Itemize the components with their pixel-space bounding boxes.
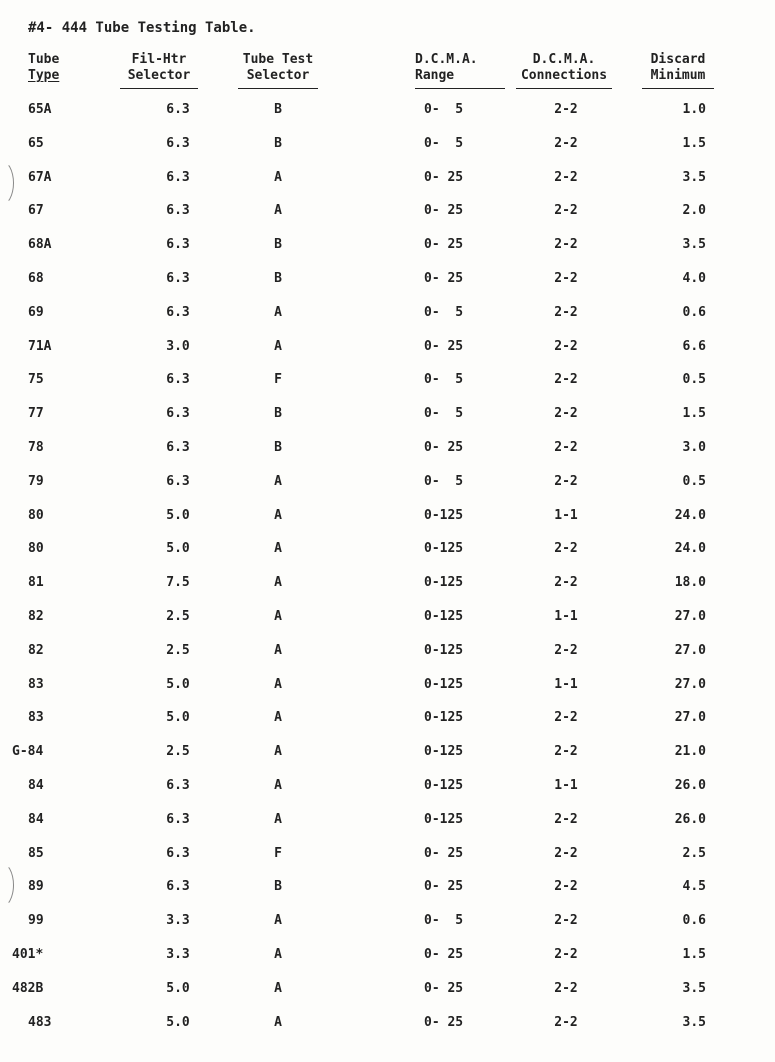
dcma-range-cell: 0- 5 <box>424 913 464 929</box>
table-row <box>0 571 775 605</box>
tube-test-selector-cell: A <box>274 338 282 354</box>
tube-test-selector-cell: A <box>274 744 282 760</box>
fil-htr-selector-cell: 6.3 <box>166 169 190 185</box>
header-tube-test-selector <box>238 52 318 89</box>
tube-type-cell: 84 <box>28 777 44 793</box>
dcma-connections-cell: 2-2 <box>554 575 578 591</box>
dcma-connections-cell: 2-2 <box>554 946 578 962</box>
dcma-connections-cell: 2-2 <box>554 744 578 760</box>
table-row <box>0 132 775 166</box>
dcma-connections-cell: 2-2 <box>554 913 578 929</box>
fil-htr-selector-cell: 6.3 <box>166 473 190 489</box>
discard-minimum-cell: 1.5 <box>682 406 706 422</box>
discard-minimum-cell: 4.0 <box>682 270 706 286</box>
table-row <box>0 639 775 673</box>
table-row <box>0 504 775 538</box>
tube-test-selector-cell: A <box>274 507 282 523</box>
header-line1: Fil-Htr <box>131 52 187 67</box>
discard-minimum-cell: 3.0 <box>682 439 706 455</box>
fil-htr-selector-cell: 3.0 <box>166 338 190 354</box>
dcma-connections-cell: 2-2 <box>554 169 578 185</box>
discard-minimum-cell: 3.5 <box>682 169 706 185</box>
dcma-connections-cell: 2-2 <box>554 135 578 151</box>
header-line2: Minimum <box>650 68 706 83</box>
tube-test-selector-cell: A <box>274 1014 282 1030</box>
fil-htr-selector-cell: 2.5 <box>166 642 190 658</box>
fil-htr-selector-cell: 5.0 <box>166 1014 190 1030</box>
discard-minimum-cell: 1.5 <box>682 135 706 151</box>
dcma-connections-cell: 2-2 <box>554 845 578 861</box>
dcma-connections-cell: 2-2 <box>554 270 578 286</box>
tube-test-selector-cell: A <box>274 608 282 624</box>
fil-htr-selector-cell: 3.3 <box>166 946 190 962</box>
tube-type-cell: 81 <box>28 575 44 591</box>
header-line1: Tube Test <box>242 52 314 67</box>
tube-test-selector-cell: B <box>274 135 282 151</box>
dcma-connections-cell: 2-2 <box>554 1014 578 1030</box>
fil-htr-selector-cell: 7.5 <box>166 575 190 591</box>
fil-htr-selector-cell: 2.5 <box>166 744 190 760</box>
discard-minimum-cell: 1.5 <box>682 946 706 962</box>
tube-test-selector-cell: B <box>274 439 282 455</box>
tube-type-cell: 71A <box>28 338 52 354</box>
header-line2: Range <box>415 68 455 83</box>
dcma-range-cell: 0-125 <box>424 777 464 793</box>
dcma-connections-cell: 1-1 <box>554 676 578 692</box>
fil-htr-selector-cell: 6.3 <box>166 304 190 320</box>
dcma-connections-cell: 1-1 <box>554 777 578 793</box>
dcma-range-cell: 0-125 <box>424 676 464 692</box>
tube-test-selector-cell: F <box>274 845 282 861</box>
table-row <box>0 1011 775 1045</box>
dcma-range-cell: 0-125 <box>424 744 464 760</box>
fil-htr-selector-cell: 6.3 <box>166 439 190 455</box>
tube-type-cell: 77 <box>28 406 44 422</box>
table-row <box>0 233 775 267</box>
tube-type-cell: 83 <box>28 710 44 726</box>
tube-test-selector-cell: A <box>274 676 282 692</box>
header-fil-htr-selector <box>120 52 198 89</box>
dcma-range-cell: 0- 5 <box>424 135 464 151</box>
table-row <box>0 605 775 639</box>
table-row <box>0 199 775 233</box>
tube-type-cell: G-84 <box>12 744 44 760</box>
tube-test-selector-cell: B <box>274 237 282 253</box>
tube-type-cell: 482B <box>12 980 44 996</box>
dcma-connections-cell: 2-2 <box>554 237 578 253</box>
fil-htr-selector-cell: 2.5 <box>166 608 190 624</box>
tube-test-selector-cell: A <box>274 169 282 185</box>
fil-htr-selector-cell: 6.3 <box>166 135 190 151</box>
table-row <box>0 842 775 876</box>
dcma-range-cell: 0-125 <box>424 575 464 591</box>
discard-minimum-cell: 26.0 <box>674 777 706 793</box>
dcma-range-cell: 0- 5 <box>424 372 464 388</box>
tube-type-cell: 75 <box>28 372 44 388</box>
dcma-range-cell: 0- 25 <box>424 237 464 253</box>
table-row <box>0 537 775 571</box>
table-row <box>0 977 775 1011</box>
tube-type-cell: 89 <box>28 879 44 895</box>
tube-test-selector-cell: A <box>274 541 282 557</box>
discard-minimum-cell: 3.5 <box>682 1014 706 1030</box>
tube-type-cell: 69 <box>28 304 44 320</box>
tube-test-selector-cell: B <box>274 406 282 422</box>
fil-htr-selector-cell: 5.0 <box>166 676 190 692</box>
dcma-range-cell: 0- 25 <box>424 879 464 895</box>
dcma-range-cell: 0- 5 <box>424 304 464 320</box>
tube-test-selector-cell: A <box>274 203 282 219</box>
table-row <box>0 166 775 200</box>
table-row <box>0 909 775 943</box>
discard-minimum-cell: 2.0 <box>682 203 706 219</box>
fil-htr-selector-cell: 5.0 <box>166 980 190 996</box>
dcma-range-cell: 0-125 <box>424 710 464 726</box>
table-row <box>0 436 775 470</box>
fil-htr-selector-cell: 6.3 <box>166 102 190 117</box>
discard-minimum-cell: 21.0 <box>674 744 706 760</box>
fil-htr-selector-cell: 3.3 <box>166 913 190 929</box>
discard-minimum-cell: 6.6 <box>682 338 706 354</box>
tube-type-cell: 83 <box>28 676 44 692</box>
tube-test-selector-cell: A <box>274 946 282 962</box>
tube-type-cell: 99 <box>28 913 44 929</box>
tube-type-cell: 82 <box>28 608 44 624</box>
dcma-range-cell: 0- 25 <box>424 169 464 185</box>
dcma-connections-cell: 2-2 <box>554 642 578 658</box>
dcma-range-cell: 0- 25 <box>424 1014 464 1030</box>
fil-htr-selector-cell: 6.3 <box>166 270 190 286</box>
fil-htr-selector-cell: 6.3 <box>166 203 190 219</box>
fil-htr-selector-cell: 6.3 <box>166 845 190 861</box>
dcma-range-cell: 0-125 <box>424 811 464 827</box>
dcma-connections-cell: 2-2 <box>554 879 578 895</box>
dcma-connections-cell: 2-2 <box>554 203 578 219</box>
header-tube-type <box>28 52 59 84</box>
table-header <box>0 52 775 92</box>
tube-test-selector-cell: B <box>274 270 282 286</box>
discard-minimum-cell: 27.0 <box>674 676 706 692</box>
dcma-range-cell: 0- 25 <box>424 270 464 286</box>
discard-minimum-cell: 26.0 <box>674 811 706 827</box>
tube-test-selector-cell: A <box>274 575 282 591</box>
discard-minimum-cell: 4.5 <box>682 879 706 895</box>
dcma-range-cell: 0- 5 <box>424 102 464 117</box>
tube-type-cell: 78 <box>28 439 44 455</box>
table-row <box>0 943 775 977</box>
tube-type-cell: 401* <box>12 946 44 962</box>
dcma-range-cell: 0- 25 <box>424 845 464 861</box>
dcma-connections-cell: 1-1 <box>554 507 578 523</box>
table-row <box>0 740 775 774</box>
discard-minimum-cell: 27.0 <box>674 608 706 624</box>
fil-htr-selector-cell: 6.3 <box>166 372 190 388</box>
dcma-range-cell: 0-125 <box>424 507 464 523</box>
tube-type-cell: 82 <box>28 642 44 658</box>
discard-minimum-cell: 3.5 <box>682 237 706 253</box>
table-row <box>0 470 775 504</box>
dcma-range-cell: 0- 25 <box>424 203 464 219</box>
tube-test-selector-cell: A <box>274 811 282 827</box>
tube-test-selector-cell: A <box>274 642 282 658</box>
dcma-connections-cell: 2-2 <box>554 541 578 557</box>
tube-type-cell: 79 <box>28 473 44 489</box>
table-row <box>0 267 775 301</box>
discard-minimum-cell: 27.0 <box>674 642 706 658</box>
discard-minimum-cell: 24.0 <box>674 507 706 523</box>
tube-type-cell: 68A <box>28 237 52 253</box>
fil-htr-selector-cell: 6.3 <box>166 879 190 895</box>
header-dcma-connections <box>516 52 612 89</box>
tube-test-selector-cell: A <box>274 913 282 929</box>
document-title: #4- 444 Tube Testing Table. <box>28 20 256 36</box>
header-discard-minimum <box>642 52 714 89</box>
table-body <box>0 98 775 1044</box>
tube-type-cell: 80 <box>28 541 44 557</box>
fil-htr-selector-cell: 6.3 <box>166 237 190 253</box>
dcma-range-cell: 0-125 <box>424 541 464 557</box>
discard-minimum-cell: 18.0 <box>674 575 706 591</box>
table-row <box>0 301 775 335</box>
header-line1: Discard <box>650 52 706 67</box>
tube-test-selector-cell: A <box>274 777 282 793</box>
header-line1: Tube <box>28 52 60 67</box>
dcma-connections-cell: 2-2 <box>554 102 578 117</box>
tube-type-cell: 68 <box>28 270 44 286</box>
dcma-connections-cell: 2-2 <box>554 473 578 489</box>
tube-test-selector-cell: A <box>274 304 282 320</box>
tube-type-cell: 67 <box>28 203 44 219</box>
dcma-range-cell: 0- 25 <box>424 946 464 962</box>
dcma-range-cell: 0- 5 <box>424 406 464 422</box>
tube-type-cell: 483 <box>28 1014 52 1030</box>
table-row <box>0 402 775 436</box>
discard-minimum-cell: 2.5 <box>682 845 706 861</box>
tube-type-cell: 85 <box>28 845 44 861</box>
dcma-connections-cell: 2-2 <box>554 338 578 354</box>
header-line1: D.C.M.A. <box>532 52 596 67</box>
dcma-connections-cell: 2-2 <box>554 811 578 827</box>
dcma-connections-cell: 2-2 <box>554 439 578 455</box>
dcma-range-cell: 0- 5 <box>424 473 464 489</box>
tube-type-cell: 84 <box>28 811 44 827</box>
header-dcma-range <box>415 52 505 89</box>
tube-test-selector-cell: A <box>274 710 282 726</box>
header-line2: Type <box>28 68 60 83</box>
discard-minimum-cell: 0.6 <box>682 913 706 929</box>
discard-minimum-cell: 0.6 <box>682 304 706 320</box>
discard-minimum-cell: 3.5 <box>682 980 706 996</box>
discard-minimum-cell: 27.0 <box>674 710 706 726</box>
tube-type-cell: 65 <box>28 135 44 151</box>
tube-type-cell: 80 <box>28 507 44 523</box>
dcma-connections-cell: 2-2 <box>554 304 578 320</box>
dcma-connections-cell: 2-2 <box>554 710 578 726</box>
fil-htr-selector-cell: 5.0 <box>166 710 190 726</box>
tube-test-selector-cell: A <box>274 473 282 489</box>
tube-test-selector-cell: A <box>274 980 282 996</box>
discard-minimum-cell: 0.5 <box>682 473 706 489</box>
dcma-range-cell: 0- 25 <box>424 338 464 354</box>
table-row <box>0 98 775 132</box>
tube-test-selector-cell: B <box>274 879 282 895</box>
header-line2: Selector <box>246 68 310 83</box>
tube-test-selector-cell: B <box>274 102 282 117</box>
table-row <box>0 673 775 707</box>
dcma-range-cell: 0- 25 <box>424 439 464 455</box>
fil-htr-selector-cell: 6.3 <box>166 811 190 827</box>
table-row <box>0 368 775 402</box>
table-row <box>0 335 775 369</box>
dcma-range-cell: 0-125 <box>424 608 464 624</box>
discard-minimum-cell: 0.5 <box>682 372 706 388</box>
table-row <box>0 875 775 909</box>
tube-type-cell: 67A <box>28 169 52 185</box>
dcma-range-cell: 0-125 <box>424 642 464 658</box>
dcma-connections-cell: 2-2 <box>554 406 578 422</box>
dcma-connections-cell: 2-2 <box>554 980 578 996</box>
fil-htr-selector-cell: 6.3 <box>166 406 190 422</box>
discard-minimum-cell: 1.0 <box>682 102 706 117</box>
table-row <box>0 774 775 808</box>
dcma-connections-cell: 2-2 <box>554 372 578 388</box>
discard-minimum-cell: 24.0 <box>674 541 706 557</box>
table-row <box>0 706 775 740</box>
tube-type-cell: 65A <box>28 102 52 117</box>
fil-htr-selector-cell: 5.0 <box>166 507 190 523</box>
dcma-connections-cell: 1-1 <box>554 608 578 624</box>
header-line2: Connections <box>520 68 608 83</box>
fil-htr-selector-cell: 5.0 <box>166 541 190 557</box>
fil-htr-selector-cell: 6.3 <box>166 777 190 793</box>
dcma-range-cell: 0- 25 <box>424 980 464 996</box>
header-line1: D.C.M.A. <box>415 52 478 67</box>
table-row <box>0 808 775 842</box>
header-line2: Selector <box>127 68 191 83</box>
tube-test-selector-cell: F <box>274 372 282 388</box>
